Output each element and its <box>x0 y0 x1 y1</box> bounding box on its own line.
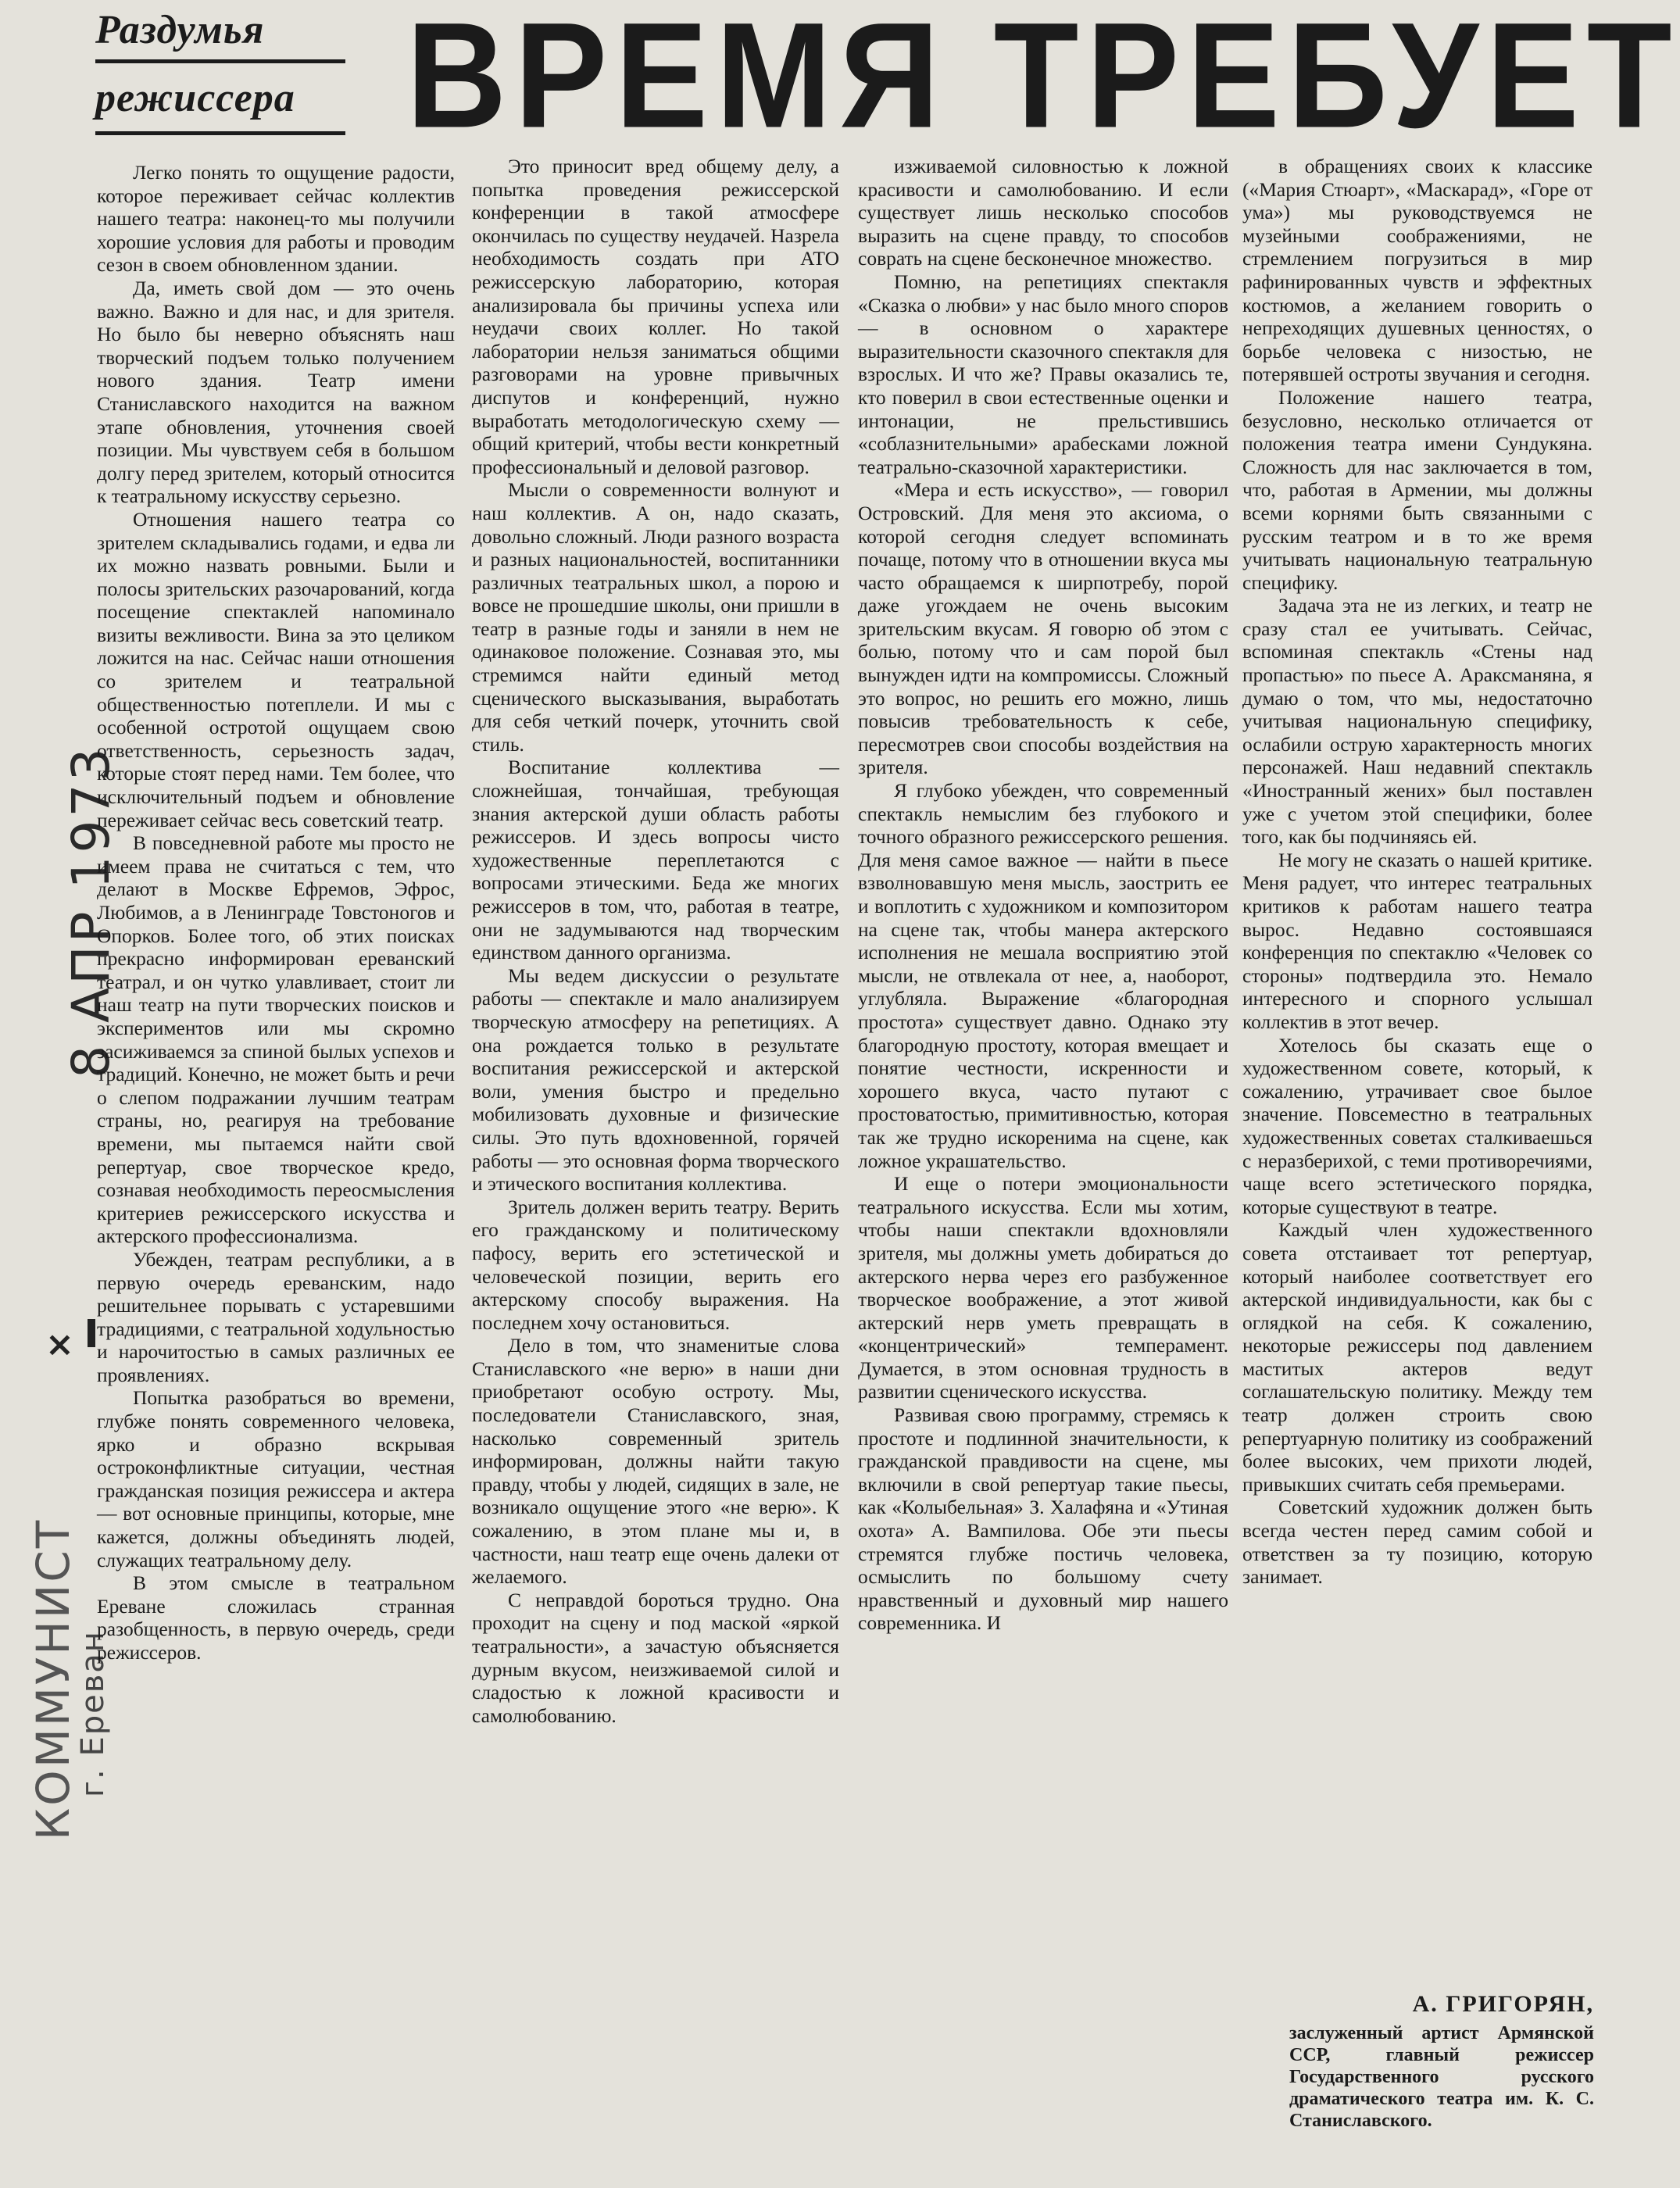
article-paragraph: «Мера и есть искусство», — говорил Островский. Для меня это аксиома, о которой сегодня следует вспоминать почаще, потому что в отношении вкуса мы часто обращаемся к ширпотребу, порой даже угождаем не очень высоким зрительским вкусам. Я говорю об этом с болью, потому что и сам порой был вынужден идти на компромиссы. Сложный это вопрос, но решить его можно, лишь повысив требовательность к себе, пересмотрев свои способы воздействия на зрителя. <box>858 478 1228 779</box>
article-paragraph: Каждый член художественного совета отстаивает тот репертуар, который наиболее соответствует его актерской индивидуальности, как бы с оглядкой на себя. К сожалению, некоторые режиссеры под давлением маститых актеров ведут соглашательскую политику. Между тем театр должен строить свою репертуарную политику из соображений более высоких, чем прихоти людей, привыкших считать себя премьерами. <box>1242 1218 1592 1496</box>
article-paragraph: Легко понять то ощущение радости, которое переживает сейчас коллектив нашего театра: наконец-то мы получили хорошие условия для работы и проводим сезон в своем обновленном здании. <box>97 161 455 277</box>
article-paragraph: Я глубоко убежден, что современный спектакль немыслим без глубокого и точного образного режиссерского решения. Для меня самое важное — найти в пьесе взволновавшую меня мысль, заострить ее и воплотить с художником и композитором на сцене так, чтобы манера актерского исполнения не мешала восприятию этой мысли, не отвлекала от нее, а, наоборот, углубляла. Выражение «благородная простота» существует давно. Однако эту благородную простоту, которая вмещает и понятие честности, искренности и хорошего вкуса, часто путают с простоватостью, примитивностью, которая так же трудно искоренима на сцене, как ложное украшательство. <box>858 779 1228 1172</box>
article-paragraph: В повседневной работе мы просто не имеем права не считаться с тем, что делают в Москве Ефремов, Эфрос, Любимов, а в Ленинграде Товстоногов и Опорков. Более того, об этих поисках прекрасно информирован ереванский театрал, и он чутко улавливает, стоит ли наш театр на пути творческих поисков и экспериментов или мы скромно засиживаемся за спиной былых успехов и традиций. Конечно, не может быть и речи о слепом подражании лучшим театрам страны, но, реагируя на требование времени, мы пытаемся найти свой репертуар, свое творческое кредо, сознавая необходимость переосмысления критериев режиссерского искусства и актерского профессионализма. <box>97 831 455 1248</box>
rubric-line-2: режиссера <box>95 76 295 120</box>
article-paragraph: Зритель должен верить театру. Верить его гражданскому и политическому пафосу, верить его эстетической и человеческой позиции, верить его актерскому способу выражения. На последнем хочу остановиться. <box>472 1195 839 1334</box>
article-paragraph: Мы ведем дискуссии о результате работы — спектакле и мало анализируем творческую атмосферу на репетициях. А она рождается только в результате воспитания режиссерской и актерской воли, умения быстро и предельно мобилизовать духовные и физические силы. Это путь вдохновенной, горячей работы — это основная форма творческого и этического воспитания коллектива. <box>472 964 839 1196</box>
date-stamp: 8 АПР 1973 <box>61 745 121 1078</box>
article-paragraph: Мысли о современности волнуют и наш коллектив. А он, надо сказать, довольно сложный. Люди разного возраста и разных национальностей, воспитанники различных театральных школ, а порою и вовсе не прошедшие школы, они пришли в театр в разные годы и заняли в нем не одинаковое положение. Сознавая это, мы стремимся найти единый метод сценического высказывания, выработать для себя четкий почерк, уточнить свой стиль. <box>472 478 839 756</box>
article-paragraph: Попытка разобраться во времени, глубже понять современного человека, ярко и образно вскрывая остроконфликтные ситуации, честная гражданская позиция режиссера и актера — вот основные принципы, которые, мне кажется, должны объединять людей, служащих театральному делу. <box>97 1386 455 1571</box>
article-paragraph: С неправдой бороться трудно. Она проходит на сцену и под маской «яркой театральности», а зачастую объясняется дурным вкусом, неизживаемой силой и сладостью к ложной красивости и самолюбованию. <box>472 1588 839 1727</box>
article-paragraph: Воспитание коллектива — сложнейшая, тончайшая, требующая знания актерской души область работы режиссеров. И здесь вопросы чисто художественные переплетаются с вопросами этическими. Беда же многих режиссеров в том, что, работая в театре, они не задумываются над творческим единством данного организма. <box>472 756 839 964</box>
article-paragraph: Не могу не сказать о нашей критике. Меня радует, что интерес театральных критиков к работам нашего театра вырос. Недавно состоявшаяся конференция по спектаклю «Человек со стороны» подтвердила это. Немало интересного и спорного услышал коллектив в этот вечер. <box>1242 848 1592 1033</box>
article-column-3 <box>858 155 1228 2179</box>
article-column-1 <box>97 161 455 2146</box>
rubric <box>95 6 345 123</box>
article-paragraph: Развивая свою программу, стремясь к простоте и подлинной значительности, к гражданской правдивости на сцене, мы включили в свой репертуар такие пьесы, как «Колыбельная» З. Халафяна и «Утиная охота» А. Вампилова. Обе эти пьесы стремятся глубже постичь человека, осмыслить по большому счету нравственный и духовный мир нашего современника. И <box>858 1403 1228 1635</box>
cross-mark: × <box>45 1325 74 1364</box>
article-paragraph: изживаемой силовностью к ложной красивости и самолюбованию. И если существует лишь несколько способов выразить на сцене правду, то способов соврать на сцене бесконечное множество. <box>858 155 1228 270</box>
article-paragraph: Это приносит вред общему делу, а попытка проведения режиссерской конференции в такой атмосфере окончилась по существу неудачей. Назрела необходимость создать при АТО режиссерскую лабораторию, которая анализировала бы причины успеха или неудачи своих коллег. Но такой лаборатории нельзя заниматься общими разговорами на уровне привычных диспутов и конференций, нужно выработать методологическую схему — общий критерий, чтобы вести конкретный профессиональный и деловой разговор. <box>472 155 839 478</box>
author-name: А. ГРИГОРЯН, <box>1412 1991 1594 2017</box>
byline <box>1289 1991 1594 2132</box>
city-stamp: г. Ереван <box>75 1630 111 1797</box>
rubric-line-1: Раздумья <box>95 8 265 52</box>
rubric-divider <box>95 59 345 63</box>
article-paragraph: Дело в том, что знаменитые слова Станиславского «не верю» в наши дни приобретают особую остроту. Мы, последователи Станиславского, зная, насколько современный зритель информирован, должны найти такую правду, чтобы у людей, сидящих в зале, не возникало ощущение этого «не верю». К сожалению, в этом плане мы и, в частности, наш театр еще очень далеки от желаемого. <box>472 1334 839 1589</box>
article-paragraph: Помню, на репетициях спектакля «Сказка о любви» у нас было много споров — в основном о характере выразительности сказочного спектакля для взрослых. И что же? Правы оказались те, кто поверил в свои естественные оценки и интонации, не прельстившись «соблазнительными» арабесками ложной театрально-сказочной характеристики. <box>858 270 1228 478</box>
article-paragraph: Убежден, театрам республики, а в первую очередь ереванским, надо решительнее порывать с устаревшими традициями, с театральной ходульностью и нарочитостью в самых различных ее проявлениях. <box>97 1247 455 1386</box>
article-column-4 <box>1242 155 1592 1589</box>
article-paragraph: И еще о потери эмоциональности театрального искусства. Если мы хотим, чтобы наши спектакли вдохновляли зрителя, мы должны уметь добираться до актерского нерва через его разбуженное творческое воображение, а этот живой актерский нерв уметь превращать в «концентрический» темперамент. Думается, в этом основная трудность в развитии сценического искусства. <box>858 1172 1228 1403</box>
article-paragraph: Положение нашего театра, безусловно, несколько отличается от положения театра имени Сундукяна. Сложность для нас заключается в том, что, работая в Армении, мы должны всеми корнями быть связанными с русским театром и в то же время учитывать национальную театральную специфику. <box>1242 385 1592 594</box>
article-paragraph: В этом смысле в театральном Ереване сложилась странная разобщенность, в первую очередь, среди режиссеров. <box>97 1571 455 1664</box>
newspaper-stamp: КОММУНИСТ <box>27 1518 80 1840</box>
stamp-tick-mark <box>88 1319 95 1347</box>
article-paragraph: Отношения нашего театра со зрителем складывались годами, и едва ли их можно назвать ровными. Были и полосы зрительских разочарований, когда посещение спектаклей напоминало визиты вежливости. Вина за это целиком ложится на нас. Сейчас наши отношения со зрителем и театральной общественностью потеплели. И мы с особенной остротой ощущаем свою ответственность, серьезность задач, которые стоят перед нами. Тем более, что исключительный подъем и обновление переживает сейчас весь советский театр. <box>97 507 455 831</box>
article-column-2 <box>472 155 839 2179</box>
author-description: заслуженный артист Армянской ССР, главный режиссер Государственного русского драматического театра им. К. С. Станиславского. <box>1289 2023 1594 2131</box>
article-paragraph: Хотелось бы сказать еще о художественном совете, который, к сожалению, утрачивает свое былое значение. Повсеместно в театральных художественных советах сталкиваешься с неразберихой, с теми противоречиями, чаще всего эстетического порядка, которые существуют в театре. <box>1242 1033 1592 1218</box>
article-paragraph: Задача эта не из легких, и театр не сразу стал ее учитывать. Сейчас, вспоминая спектакль «Стены над пропастью» по пьесе А. Араксманяна, я думаю о том, что мы, недостаточно учитывая национальную специфику, ослабили острую характерность многих персонажей. Наш недавний спектакль «Иностранный жених» был поставлен уже с учетом этой специфики, более того, как бы подчиняясь ей. <box>1242 594 1592 849</box>
article-paragraph: в обращениях своих к классике («Мария Стюарт», «Маскарад», «Горе от ума») мы руководствуемся не музейными соображениями, не стремлением погрузиться в мир рафинированных чувств и эффектных костюмов, а желанием говорить о непреходящих душевных ценностях, о борьбе человека с низостью, не потерявшей остроты звучания и сегодня. <box>1242 155 1592 386</box>
article-paragraph: Советский художник должен быть всегда честен перед самим собой и ответствен за ту позицию, которую занимает. <box>1242 1496 1592 1589</box>
headline: ВРЕМЯ ТРЕБУЕТ <box>406 0 1680 159</box>
article-paragraph: Да, иметь свой дом — это очень важно. Важно и для нас, и для зрителя. Но было бы неверно объяснять наш творческий подъем только получением нового здания. Театр имени Станиславского находится на важном этапе обновления, уточнения своей позиции. Мы чувствуем себя в большом долгу перед зрителем, который относится к театральному искусству серьезно. <box>97 276 455 508</box>
rubric-underline <box>95 131 345 135</box>
